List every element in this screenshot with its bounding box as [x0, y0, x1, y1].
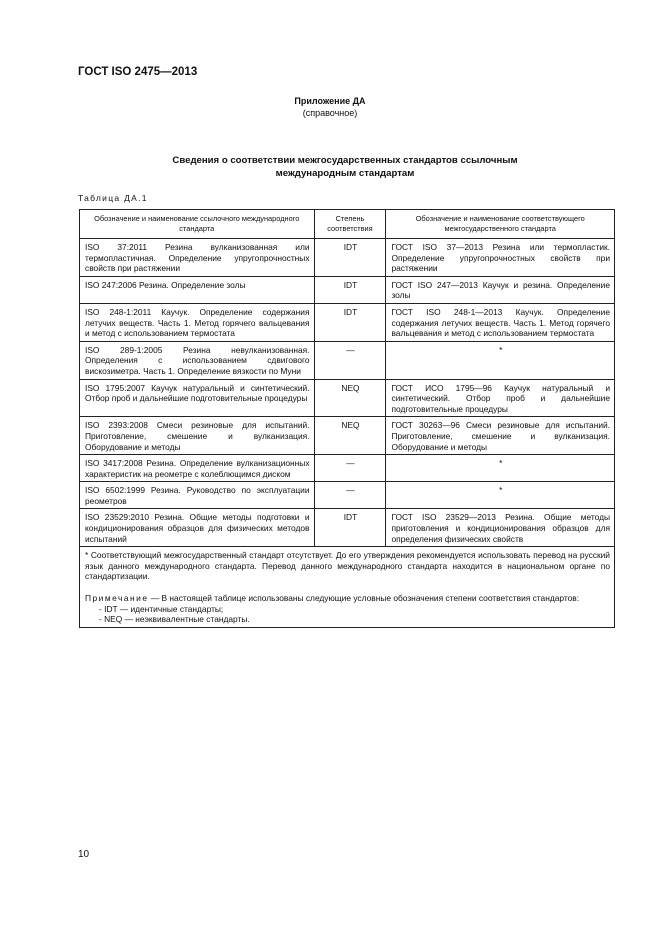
table-row: [80, 341, 615, 379]
annex-title: Приложение ДА: [294, 96, 366, 106]
corresponding-standard-cell: ГОСТ ISO 247—2013 Каучук и резина. Определение золы: [386, 276, 615, 303]
reference-standard-cell: ISO 6502:1999 Резина. Руководство по эксплуатации реометров: [80, 482, 315, 509]
degree-cell: NEQ: [314, 379, 386, 417]
header-degree: Степень соответствия: [314, 210, 386, 239]
degree-cell: IDT: [314, 239, 386, 277]
note-item-idt: - IDT — идентичные стандарты;: [99, 603, 224, 614]
reference-standard-cell: ISO 247:2006 Резина. Определение золы: [80, 276, 315, 303]
table-row: [80, 303, 615, 341]
note-label: Примечание: [85, 593, 149, 604]
header-corresponding-standard: Обозначение и наименование соответствующего межгосударственного стандарта: [386, 210, 615, 239]
table-row: [80, 509, 615, 547]
header-reference-standard: Обозначение и наименование ссылочного международного стандарта: [80, 210, 315, 239]
reference-standard-cell: ISO 2393:2008 Смеси резиновые для испытаний. Приготовление, смешение и вулканизация. Оборудование и методы: [80, 417, 315, 455]
title-line-1: Сведения о соответствии межгосударственных стандартов ссылочным: [172, 155, 518, 166]
note-item-neq: - NEQ — неэквивалентные стандарты.: [99, 614, 250, 625]
table-label: Таблица ДА.1: [78, 193, 148, 203]
table-header-row: [80, 210, 615, 239]
standard-code-header: ГОСТ ISO 2475—2013: [78, 66, 198, 78]
corresponding-standard-cell: ГОСТ ISO 23529—2013 Резина. Общие методы приготовления и кондиционирования образцов для определения физических свойств: [386, 509, 615, 547]
degree-cell: —: [314, 455, 386, 482]
table-footnote-cell: [80, 547, 615, 628]
degree-cell: —: [314, 341, 386, 379]
degree-cell: NEQ: [314, 417, 386, 455]
degree-cell: IDT: [314, 303, 386, 341]
footnote-text: * Соответствующий межгосударственный стандарт отсутствует. До его утверждения рекомендуется использовать перевод на русский язык данного международного стандарта. Перевод данного международного стандарта находится в национальном органе по стандартизации.: [85, 550, 610, 582]
table-row: [80, 455, 615, 482]
title-line-2: международным стандартам: [275, 168, 415, 179]
degree-cell: IDT: [314, 509, 386, 547]
note-paragraph: [85, 593, 610, 604]
reference-standard-cell: ISO 37:2011 Резина вулканизованная или термопластичная. Определение упругопрочностных свойств при растяжении: [80, 239, 315, 277]
page-number: 10: [78, 849, 90, 860]
table-row: [80, 379, 615, 417]
reference-standard-cell: ISO 248-1:2011 Каучук. Определение содержания летучих веществ. Часть 1. Метод горячего вальцевания и метод с использованием термостата: [80, 303, 315, 341]
corresponding-standard-cell: ГОСТ ISO 248-1—2013 Каучук. Определение содержания летучих веществ. Часть 1. Метод горячего вальцевания и метод с использованием термостата: [386, 303, 615, 341]
correspondence-table: [79, 209, 615, 628]
degree-cell: IDT: [314, 276, 386, 303]
table-row: [80, 482, 615, 509]
corresponding-standard-cell: ГОСТ 30263—96 Смеси резиновые для испытаний. Приготовление, смешение и вулканизация. Оборудование и методы: [386, 417, 615, 455]
corresponding-standard-cell: *: [386, 482, 615, 509]
reference-standard-cell: ISO 289-1:2005 Резина невулканизованная. Определения с использованием сдвигового вискозиметра. Часть 1. Определение вязкости по Муни: [80, 341, 315, 379]
reference-standard-cell: ISO 3417:2008 Резина. Определение вулканизационных характеристик на реометре с колеблющимся диском: [80, 455, 315, 482]
reference-standard-cell: ISO 1795:2007 Каучук натуральный и синтетический. Отбор проб и дальнейшие подготовительные процедуры: [80, 379, 315, 417]
corresponding-standard-cell: ГОСТ ИСО 1795—96 Каучук натуральный и синтетический. Отбор проб и дальнейшие подготовительные процедуры: [386, 379, 615, 417]
table-row: [80, 239, 615, 277]
reference-standard-cell: ISO 23529:2010 Резина. Общие методы подготовки и кондиционирования образцов для физических методов испытаний: [80, 509, 315, 547]
note-text: — В настоящей таблице использованы следующие условные обозначения степени соответствия стандартов:: [150, 593, 580, 604]
corresponding-standard-cell: *: [386, 341, 615, 379]
corresponding-standard-cell: *: [386, 455, 615, 482]
annex-subtitle: (справочное): [302, 108, 358, 118]
document-title: [100, 154, 590, 180]
table-row: [80, 276, 615, 303]
table-row: [80, 417, 615, 455]
corresponding-standard-cell: ГОСТ ISO 37—2013 Резина или термопластик. Определение упругопрочностных свойств при растяжении: [386, 239, 615, 277]
degree-cell: —: [314, 482, 386, 509]
table-footnote-row: [80, 547, 615, 628]
annex-heading: [70, 95, 590, 119]
